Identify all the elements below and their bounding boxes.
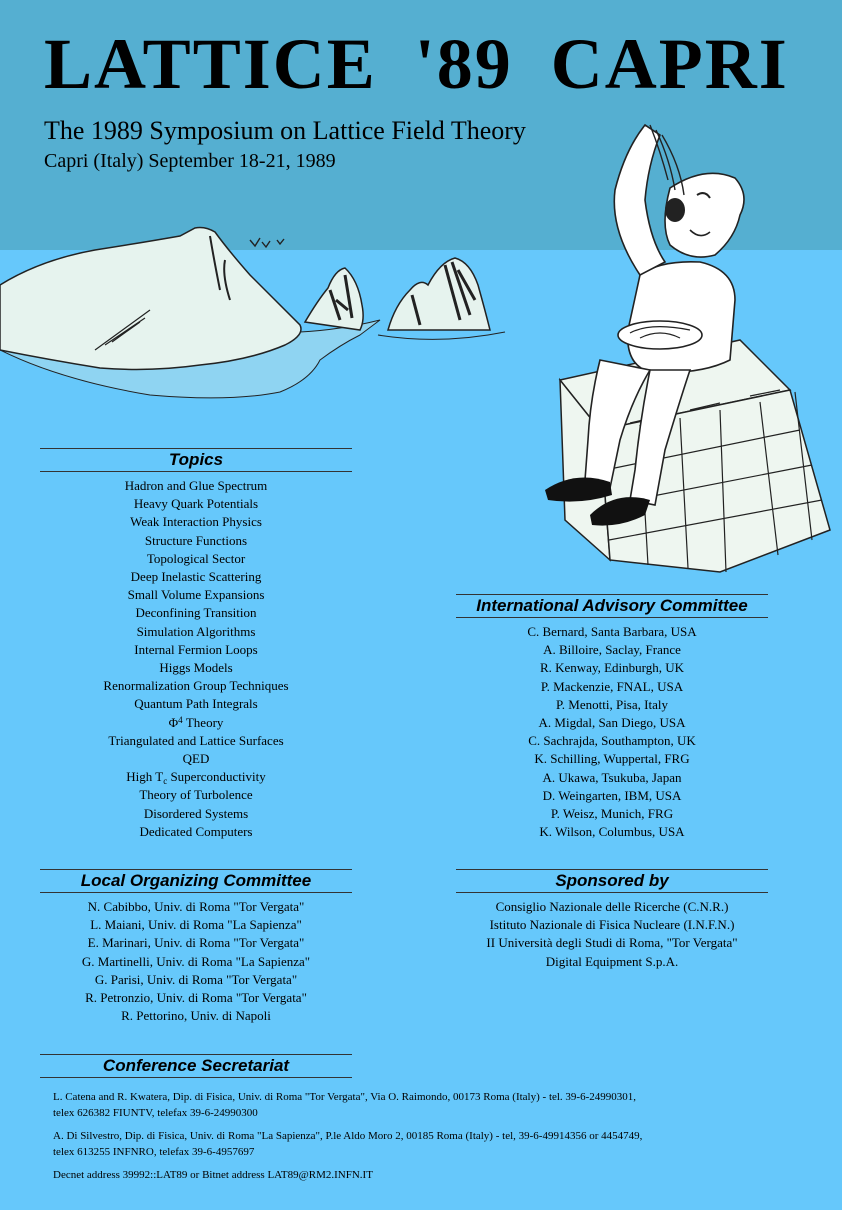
contact-line: telex 613255 INFNRO, telefax 39-6-4957697 [53,1146,255,1158]
list-item: Deconfining Transition [135,605,257,621]
contact-line: L. Catena and R. Kwatera, Dip. di Fisica, Univ. di Roma "Tor Vergata", Via O. Raimondo, 00173 Roma (Italy) - tel. 39-6-24990301, [53,1091,637,1103]
subscript: c [163,776,168,787]
list-item: R. Pettorino, Univ. di Napoli [121,1008,271,1024]
list-item: Disordered Systems [143,805,249,821]
list-item: K. Schilling, Wuppertal, FRG [534,751,690,767]
list-item: G. Parisi, Univ. di Roma "Tor Vergata" [94,971,298,987]
list-item: G. Martinelli, Univ. di Roma "La Sapienza" [81,953,311,969]
sponsors-list [456,898,768,971]
event-dates: Capri (Italy) September 18-21, 1989 [44,150,336,172]
sponsors-heading: Sponsored by [456,869,768,893]
list-item: Higgs Models [159,660,233,676]
list-item [40,714,352,732]
list-item: P. Weisz, Munich, FRG [550,806,674,822]
local-committee-heading: Local Organizing Committee [40,869,352,893]
list-item: Consiglio Nazionale delle Ricerche (C.N.R.) [495,899,729,914]
secretariat-contact-2 [53,1128,753,1160]
list-item: Small Volume Expansions [127,587,265,603]
list-item: P. Menotti, Pisa, Italy [556,696,668,712]
list-item: L. Maiani, Univ. di Roma "La Sapienza" [90,917,302,933]
list-item: Renormalization Group Techniques [103,678,289,694]
list-item [40,768,352,786]
secretariat-details [53,1089,753,1190]
list-item: R. Kenway, Edinburgh, UK [539,660,685,676]
contact-line: A. Di Silvestro, Dip. di Fisica, Univ. di Roma "La Sapienza", P.le Aldo Moro 2, 00185 Roma (Italy) - tel, 39-6-49914356 or 4454749, [53,1130,643,1142]
advisory-heading: International Advisory Committee [456,594,768,618]
topics-heading: Topics [40,448,352,472]
secretariat-heading: Conference Secretariat [40,1054,352,1078]
list-item: K. Wilson, Columbus, USA [539,824,685,840]
list-item: Deep Inelastic Scattering [130,569,262,585]
list-item: II Università degli Studi di Roma, "Tor Vergata" [486,935,738,951]
list-item: N. Cabibbo, Univ. di Roma "Tor Vergata" [87,899,305,914]
list-item: P. Mackenzie, FNAL, USA [540,678,684,694]
contact-line: telex 626382 FIUNTV, telefax 39-6-24990300 [53,1107,258,1119]
list-item: Istituto Nazionale di Fisica Nucleare (I.N.F.N.) [489,917,735,933]
list-item: Theory of Turbolence [139,787,253,803]
topics-list [40,477,352,841]
list-item: Hadron and Glue Spectrum [124,478,268,493]
list-item: Triangulated and Lattice Surfaces [108,732,284,748]
list-item: Structure Functions [144,532,248,548]
advisory-list [456,623,768,841]
list-item: Internal Fermion Loops [134,641,258,657]
list-item: A. Billoire, Saclay, France [543,642,681,658]
list-item: Quantum Path Integrals [134,696,258,712]
phi4-label: Theory [185,714,224,730]
list-item: E. Marinari, Univ. di Roma "Tor Vergata" [87,935,305,951]
list-item: Simulation Algorithms [136,623,256,639]
list-item: C. Sachrajda, Southampton, UK [528,733,696,749]
phi-symbol: Φ [168,714,179,730]
list-item: R. Petronzio, Univ. di Roma "Tor Vergata" [85,990,307,1006]
page-subtitle: The 1989 Symposium on Lattice Field Theory [44,116,526,145]
high-tc-label: High T [126,769,164,785]
list-item: Weak Interaction Physics [130,514,262,530]
list-item: Dedicated Computers [139,823,253,839]
list-item: A. Ukawa, Tsukuba, Japan [542,769,682,785]
list-item: Topological Sector [146,550,246,566]
local-committee-list [40,898,352,1025]
superconductivity-label: Superconductivity [170,769,266,785]
list-item: A. Migdal, San Diego, USA [538,715,686,731]
list-item: Digital Equipment S.p.A. [545,953,679,969]
list-item: Heavy Quark Potentials [133,496,259,512]
secretariat-contact-1 [53,1089,753,1121]
page-title: LATTICE '89 CAPRI [44,24,789,104]
secretariat-network-address: Decnet address 39992::LAT89 or Bitnet address LAT89@RM2.INFN.IT [53,1169,373,1181]
list-item: QED [182,751,210,767]
list-item: C. Bernard, Santa Barbara, USA [527,624,697,639]
list-item: D. Weingarten, IBM, USA [542,787,682,803]
superscript: 4 [178,714,183,725]
